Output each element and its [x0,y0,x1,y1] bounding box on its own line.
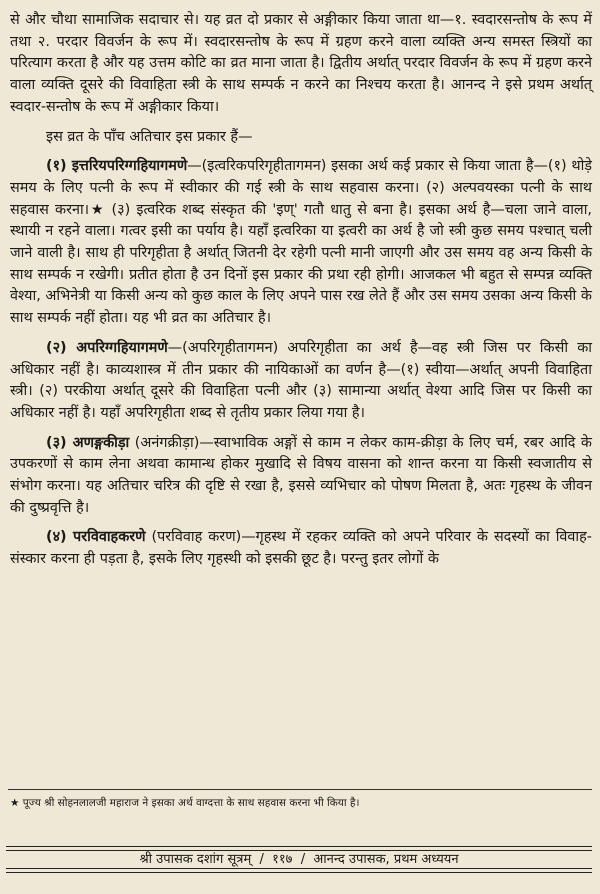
body-text [10,10,592,571]
paragraph-continuation [10,10,592,119]
aticara-heading: (२) अपरिग्गहियागमणे [46,339,168,356]
paragraph-text: (परविवाह करण)—गृहस्थ में रहकर व्यक्ति को अपने परिवार के सदस्यों का विवाह-संस्कार करना ही पड़ता है, इसके लिए गृहस्थी को इसकी छूट है। परन्तु इतर लोगों के [10,529,592,568]
footer-separator: / [259,852,264,867]
paragraph-intro [10,127,592,149]
aticara-heading: (३) अणङ्गकीड़ा [46,434,130,451]
aticara-heading: (१) इत्तरियपरिग्गहियागमणे [46,158,188,175]
footer-inner [6,850,592,869]
footnote-divider [8,789,592,790]
footnote: ★ पूज्य श्री सोहनलालजी महाराज ने इसका अर्थ वाग्दत्ता के साथ सहवास करना भी किया है। [10,797,360,809]
paragraph-aticara-1 [10,156,592,330]
paragraph-text: —(इत्वरिकपरिगृहीतागमन) इसका अर्थ कई प्रकार से किया जाता है—(१) थोड़े समय के लिए पत्नी के रूप में स्वीकार की गई स्त्री के साथ सहवास करना। (२) अल्पवयस्का पत्नी के साथ सहवास करना।★ (३) इत्वरिक शब्द संस्कृत की 'इण्' गतौ धातु से बना है। इसका अर्थ है—चला जाने वाला, स्थायी न रहने वाला। गत्वर इसी का पर्याय है। यहाँ इत्वरिका या इत्वरी का अर्थ है जो स्त्री कुछ समय पश्चात् चली जाने वाली है। साथ ही परिगृहीता है अर्थात् जितनी देर रहेगी पत्नी मानी जाएगी और उस समय वह अन्य किसी के साथ सम्पर्क न रखेगी। प्रतीत होता है उन दिनों इस प्रकार की प्रथा रही होगी। आजकल भी बहुत से सम्पन्न व्यक्ति वेश्या, अभिनेत्री या किसी अन्य को कुछ काल के लिए अपने पास रख लेते हैं और उस समय उसका अन्य किसी के साथ सम्पर्क नहीं होता। यह भी व्रत का अतिचार है। [10,158,593,327]
page-number: ११७ [272,852,293,867]
paragraph-text: —(अपरिगृहीतागमन) अपरिगृहीता का अर्थ है—वह स्त्री जिस पर किसी का अधिकार नहीं है। काव्यशास्त्र में तीन प्रकार की नायिकाओं का वर्णन है—(१) स्वीया—अर्थात् अपनी विवाहिता स्त्री। (२) परकीया अर्थात् दूसरे की विवाहिता पत्नी और (३) सामान्या अर्थात् वेश्या आदि जिस पर किसी का अधिकार नहीं है। यहाँ अपरिगृहीता शब्द से तृतीय प्रकार लिया गया है। [10,339,592,421]
paragraph-text: (अनंगक्रीड़ा)—स्वाभाविक अङ्गों से काम न लेकर काम-क्रीड़ा के लिए चर्म, रबर आदि के उपकरणों से काम लेना अथवा कामान्ध होकर मुखादि से विषय वासना को शान्त करना या किसी स्वजातीय से संभोग करना। यह अतिचार चरित्र की दृष्टि से रखा है, इससे व्यभिचार को पोषण मिलता है, अतः गृहस्थ के जीवन की दुष्प्रवृत्ति है। [10,434,592,516]
paragraph-text: इस व्रत के पाँच अतिचार इस प्रकार हैं— [46,128,253,145]
footer-chapter: आनन्द उपासक, प्रथम अध्ययन [313,852,459,867]
paragraph-aticara-4 [10,527,592,570]
paragraph-aticara-2 [10,338,592,425]
paragraph-aticara-3 [10,433,592,520]
page-footer [6,846,592,873]
footer-book-title: श्री उपासक दशांग सूत्रम् [139,852,252,867]
paragraph-text: से और चौथा सामाजिक सदाचार से। यह व्रत दो प्रकार से अङ्गीकार किया जाता था—१. स्वदारसन्तोष के रूप में तथा २. परदार विवर्जन के रूप में। स्वदारसन्तोष के रूप में ग्रहण करने वाला व्यक्ति अन्य समस्त स्त्रियों का परित्याग करता है और यह उत्तम कोटि का व्रत माना जाता है। द्वितीय अर्थात् परदार विवर्जन के रूप में ग्रहण करने वाला व्यक्ति दूसरे की विवाहिता स्त्री के साथ सम्पर्क न करने का निश्चय करता है। आनन्द ने इसे प्रथम अर्थात् स्वदार-सन्तोष के रूप में अङ्गीकार किया। [10,12,592,115]
aticara-heading: (४) परविवाहकरणे [46,529,146,546]
footer-separator: / [300,852,306,867]
